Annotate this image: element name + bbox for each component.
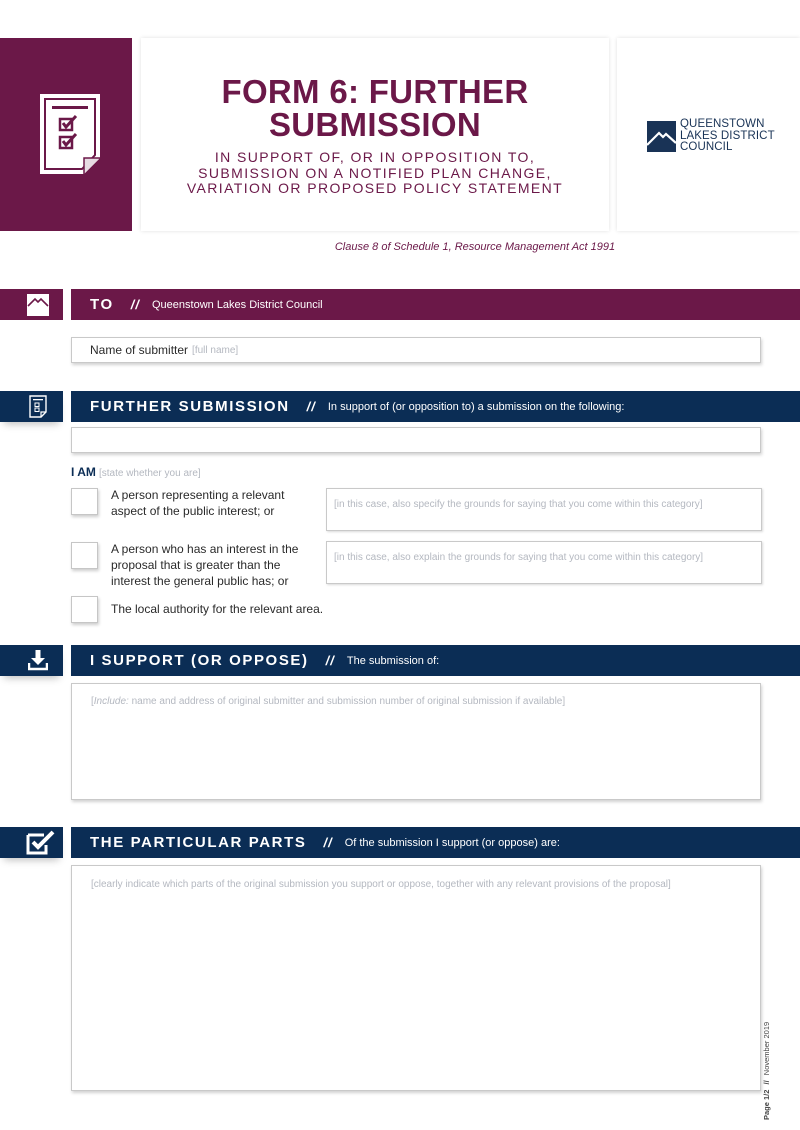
submitter-name-field[interactable]	[71, 337, 761, 363]
submitter-name-placeholder: [full name]	[192, 344, 239, 356]
option-local-authority-label: The local authority for the relevant area.	[111, 602, 324, 616]
further-submission-section-header	[71, 391, 800, 422]
submitter-name-label: Name of submitter	[90, 343, 189, 357]
form-subtitle	[141, 150, 609, 197]
particular-parts-field[interactable]	[71, 865, 761, 1091]
greater-interest-grounds-field[interactable]	[326, 541, 762, 584]
mountain-icon	[27, 294, 49, 316]
logo-line3: COUNCIL	[680, 141, 733, 153]
i-am-label-row	[71, 465, 201, 479]
page-footer	[762, 1022, 771, 1120]
form-title-line2: SUBMISSION	[268, 106, 482, 143]
section-separator: //	[306, 399, 316, 414]
form-title	[141, 75, 609, 141]
footer-date: November 2019	[762, 1021, 771, 1076]
page-number: Page 1/2	[762, 1089, 771, 1120]
option-greater-interest-label	[111, 541, 321, 589]
section-separator: //	[325, 653, 335, 668]
option-local-authority-checkbox[interactable]	[71, 596, 98, 623]
public-interest-grounds-field[interactable]	[326, 488, 762, 531]
further-submission-field[interactable]	[71, 427, 761, 453]
section-description: Queenstown Lakes District Council	[152, 298, 323, 311]
section-title: I SUPPORT (OR OPPOSE)	[90, 652, 309, 669]
section-title: THE PARTICULAR PARTS	[90, 834, 307, 851]
download-icon	[28, 650, 48, 671]
checklist-document-icon	[38, 92, 102, 176]
council-logo	[647, 119, 775, 154]
original-submission-field[interactable]	[71, 683, 761, 800]
option-label-line: proposal that is greater than the	[111, 558, 281, 572]
section-description: Of the submission I support (or oppose) are:	[344, 836, 560, 849]
option-greater-interest-checkbox[interactable]	[71, 542, 98, 569]
form-icon-block	[0, 38, 132, 231]
to-section-icon-tab	[0, 289, 63, 320]
section-description: The submission of:	[346, 654, 440, 667]
section-title: TO	[90, 296, 114, 313]
particular-parts-section-header	[71, 827, 800, 858]
footer-separator: //	[762, 1080, 771, 1085]
i-am-hint: [state whether you are]	[98, 468, 201, 479]
particular-parts-placeholder: [clearly indicate which parts of the original submission you support or oppose, together with any relevant provisions of the proposal]	[91, 879, 671, 890]
logo-line1: QUEENSTOWN	[680, 118, 765, 130]
logo-line2: LAKES DISTRICT	[680, 129, 775, 142]
checkbox-checked-icon	[26, 830, 56, 855]
council-logo-text	[680, 119, 775, 154]
option-label-line: interest the general public has; or	[111, 574, 289, 588]
original-submission-placeholder	[91, 696, 565, 707]
further-submission-icon-tab	[0, 391, 63, 422]
form-title-card	[141, 38, 609, 231]
support-section-icon-tab	[0, 645, 63, 676]
mountain-logo-icon	[647, 121, 676, 152]
legal-clause: Clause 8 of Schedule 1, Resource Management Act 1991	[334, 241, 616, 253]
grounds-placeholder: [in this case, also specify the grounds for saying that you come within this category]	[334, 499, 703, 510]
option-label-line: aspect of the public interest; or	[111, 504, 275, 518]
section-separator: //	[130, 297, 140, 312]
form-subtitle-line2: SUBMISSION ON A NOTIFIED PLAN CHANGE,	[198, 164, 552, 181]
support-section-header	[71, 645, 800, 676]
section-separator: //	[323, 835, 333, 850]
to-section-header	[71, 289, 800, 320]
section-description: In support of (or opposition to) a submission on the following:	[327, 400, 625, 413]
option-label-line: A person who has an interest in the	[111, 542, 299, 556]
bracket: [	[91, 696, 94, 707]
form-title-line1: FORM 6: FURTHER	[221, 73, 529, 110]
section-title: FURTHER SUBMISSION	[90, 398, 290, 415]
placeholder-rest: name and address of original submitter and submission number of original submission if available]	[128, 696, 566, 707]
option-label-line: A person representing a relevant	[111, 488, 285, 502]
council-logo-card	[617, 38, 800, 231]
form-subtitle-line3: VARIATION OR PROPOSED POLICY STATEMENT	[186, 180, 564, 196]
grounds-placeholder: [in this case, also explain the grounds for saying that you come within this category]	[334, 552, 704, 563]
document-checklist-icon	[29, 395, 47, 418]
particular-parts-icon-tab	[0, 827, 63, 858]
form-subtitle-line1: IN SUPPORT OF, OR IN OPPOSITION TO,	[214, 149, 536, 165]
option-public-interest-checkbox[interactable]	[71, 488, 98, 515]
option-public-interest-label	[111, 487, 321, 519]
i-am-label: I AM	[71, 465, 96, 479]
placeholder-italic: Include:	[93, 696, 129, 707]
